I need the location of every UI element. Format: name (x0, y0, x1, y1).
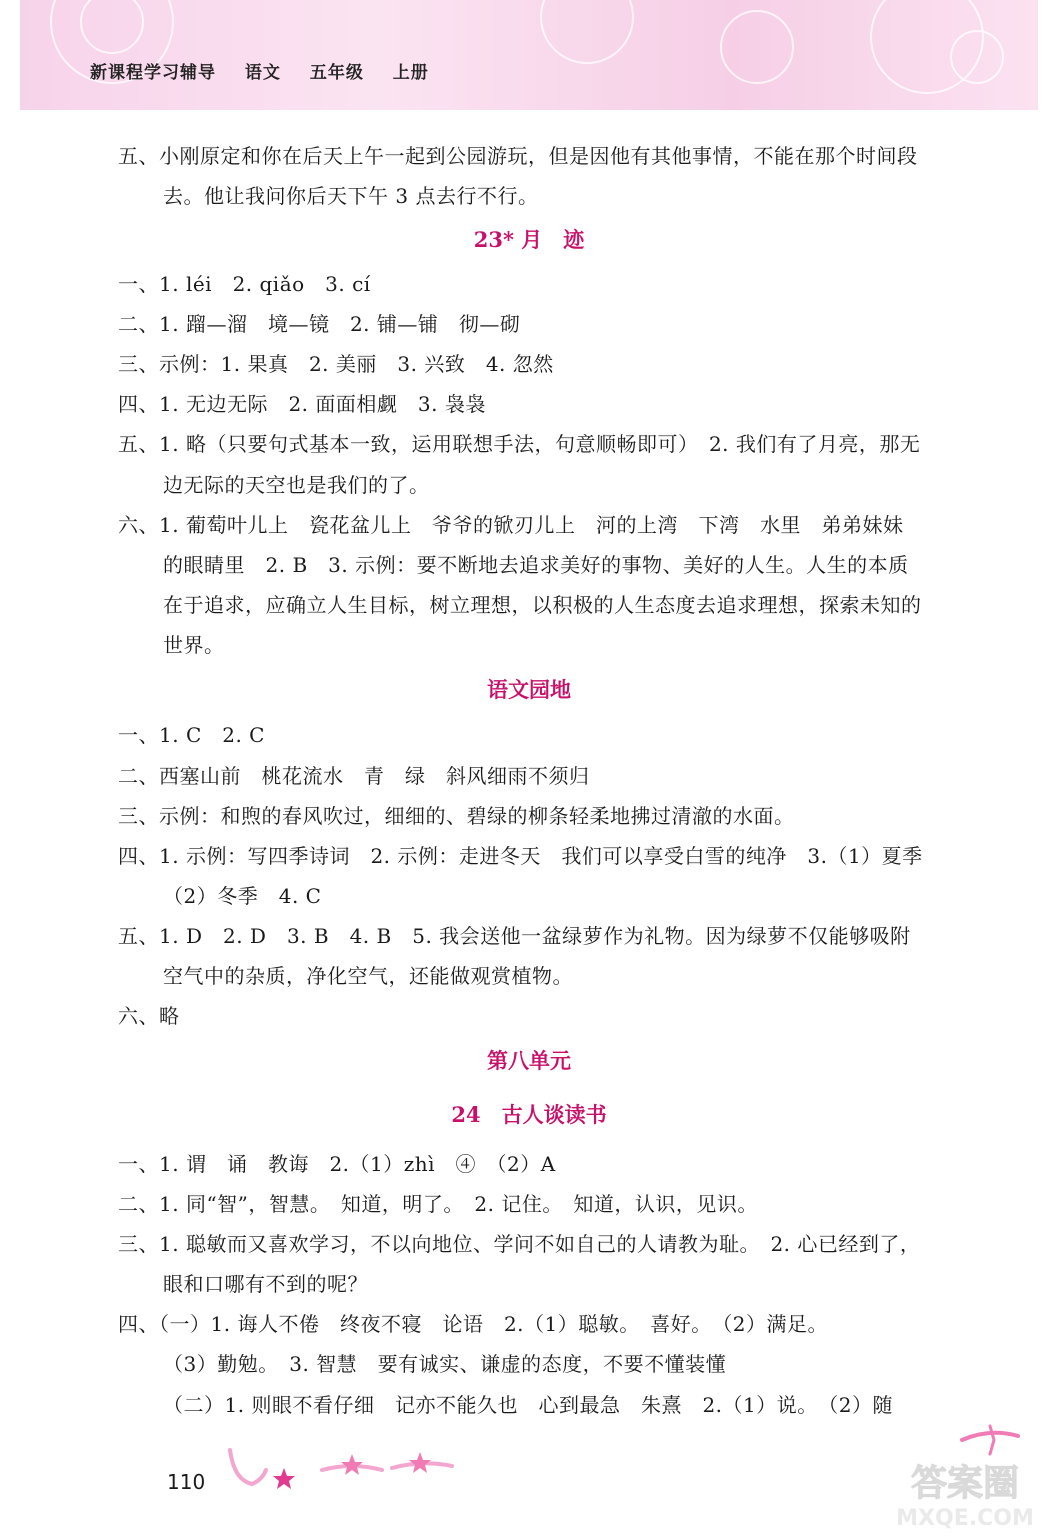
decor-circle (950, 30, 1004, 84)
answer-line: 四、（一）1. 诲人不倦 终夜不寝 论语 2.（1）聪敏。 喜好。 （2）满足。 (118, 1312, 828, 1336)
answer-line: 三、示例：1. 果真 2. 美丽 3. 兴致 4. 忽然 (118, 352, 554, 376)
answer-line: 一、1. C 2. C (118, 723, 265, 747)
answer-line: 一、1. léi 2. qiǎo 3. cí (118, 272, 371, 296)
section-heading: 语文园地 (487, 677, 571, 702)
watermark-text: 答案圈 (910, 1463, 1020, 1504)
answer-line: 三、示例：和煦的春风吹过，细细的、碧绿的柳条轻柔地拂过清澈的水面。 (118, 804, 795, 828)
running-header (90, 58, 451, 83)
decor-circle (540, 0, 634, 64)
lesson-heading: 24 古人谈读书 (451, 1102, 607, 1127)
answer-line: 空气中的杂质，净化空气，还能做观赏植物。 (163, 964, 573, 988)
unit-heading: 第八单元 (487, 1048, 571, 1073)
answer-line: 边无际的天空也是我们的了。 (163, 473, 430, 497)
answer-line: （3）勤勉。 3. 智慧 要有诚实、谦虚的态度，不要不懂装懂 (163, 1352, 727, 1376)
answer-line: 五、1. D 2. D 3. B 4. B 5. 我会送他一盆绿萝作为礼物。因为绿萝不仅能够吸附 (118, 924, 911, 948)
answer-line: 四、1. 无边无际 2. 面面相觑 3. 袅袅 (118, 392, 486, 416)
book-title: 新课程学习辅导 (90, 63, 216, 83)
answer-line: 世界。 (163, 633, 225, 657)
ribbon-decoration-icon (960, 1420, 1020, 1460)
answer-line: 三、1. 聪敏而又喜欢学习，不以向地位、学问不如自己的人请教为耻。 2. 心已经到了， (118, 1232, 921, 1256)
decor-circle (720, 10, 794, 84)
volume-label: 上册 (392, 63, 429, 83)
answer-line: 六、1. 葡萄叶儿上 瓷花盆儿上 爷爷的锨刃儿上 河的上湾 下湾 水里 弟弟妹妹 (118, 513, 904, 537)
answer-line: （二）1. 则眼不看仔细 记亦不能久也 心到最急 朱熹 2.（1）说。 （2）随 (163, 1393, 893, 1417)
answer-line: 四、1. 示例：写四季诗词 2. 示例：走进冬天 我们可以享受白雪的纯净 3.（1）夏季 (118, 844, 923, 868)
grade-label: 五年级 (309, 63, 364, 83)
answer-line: 在于追求，应确立人生目标，树立理想，以积极的人生态度去追求理想，探索未知的 (163, 593, 922, 617)
answer-line: 二、1. 蹓—溜 境—镜 2. 铺—铺 彻—砌 (118, 312, 521, 336)
answer-line: 去。他让我问你后天下午 3 点去行不行。 (163, 184, 539, 208)
answer-line: 六、略 (118, 1004, 180, 1028)
page-number: 110 (167, 1470, 206, 1494)
answer-line: 二、西塞山前 桃花流水 青 绿 斜风细雨不须归 (118, 764, 590, 788)
header-banner (20, 0, 1038, 110)
lesson-heading: 23* 月 迹 (473, 227, 585, 252)
star-decoration-icon (222, 1440, 462, 1500)
answer-line: 的眼睛里 2. B 3. 示例：要不断地去追求美好的事物、美好的人生。人生的本质 (163, 553, 909, 577)
answer-line: 五、1. 略（只要句式基本一致，运用联想手法，句意顺畅即可） 2. 我们有了月亮，那无 (118, 432, 921, 456)
answer-line: 五、小刚原定和你在后天上午一起到公园游玩，但是因他有其他事情，不能在那个时间段 (118, 144, 918, 168)
answer-line: 二、1. 同“智”，智慧。 知道，明了。 2. 记住。 知道，认识，见识。 (118, 1192, 758, 1216)
watermark-url: MXQE.COM (896, 1506, 1034, 1531)
answer-line: （2）冬季 4. C (163, 884, 322, 908)
answer-line: 眼和口哪有不到的呢？ (163, 1272, 368, 1296)
watermark-logo (880, 1455, 1050, 1533)
answer-line: 一、1. 谓 诵 教诲 2.（1）zhì ④ （2）A (118, 1152, 556, 1176)
subject-label: 语文 (244, 63, 281, 83)
